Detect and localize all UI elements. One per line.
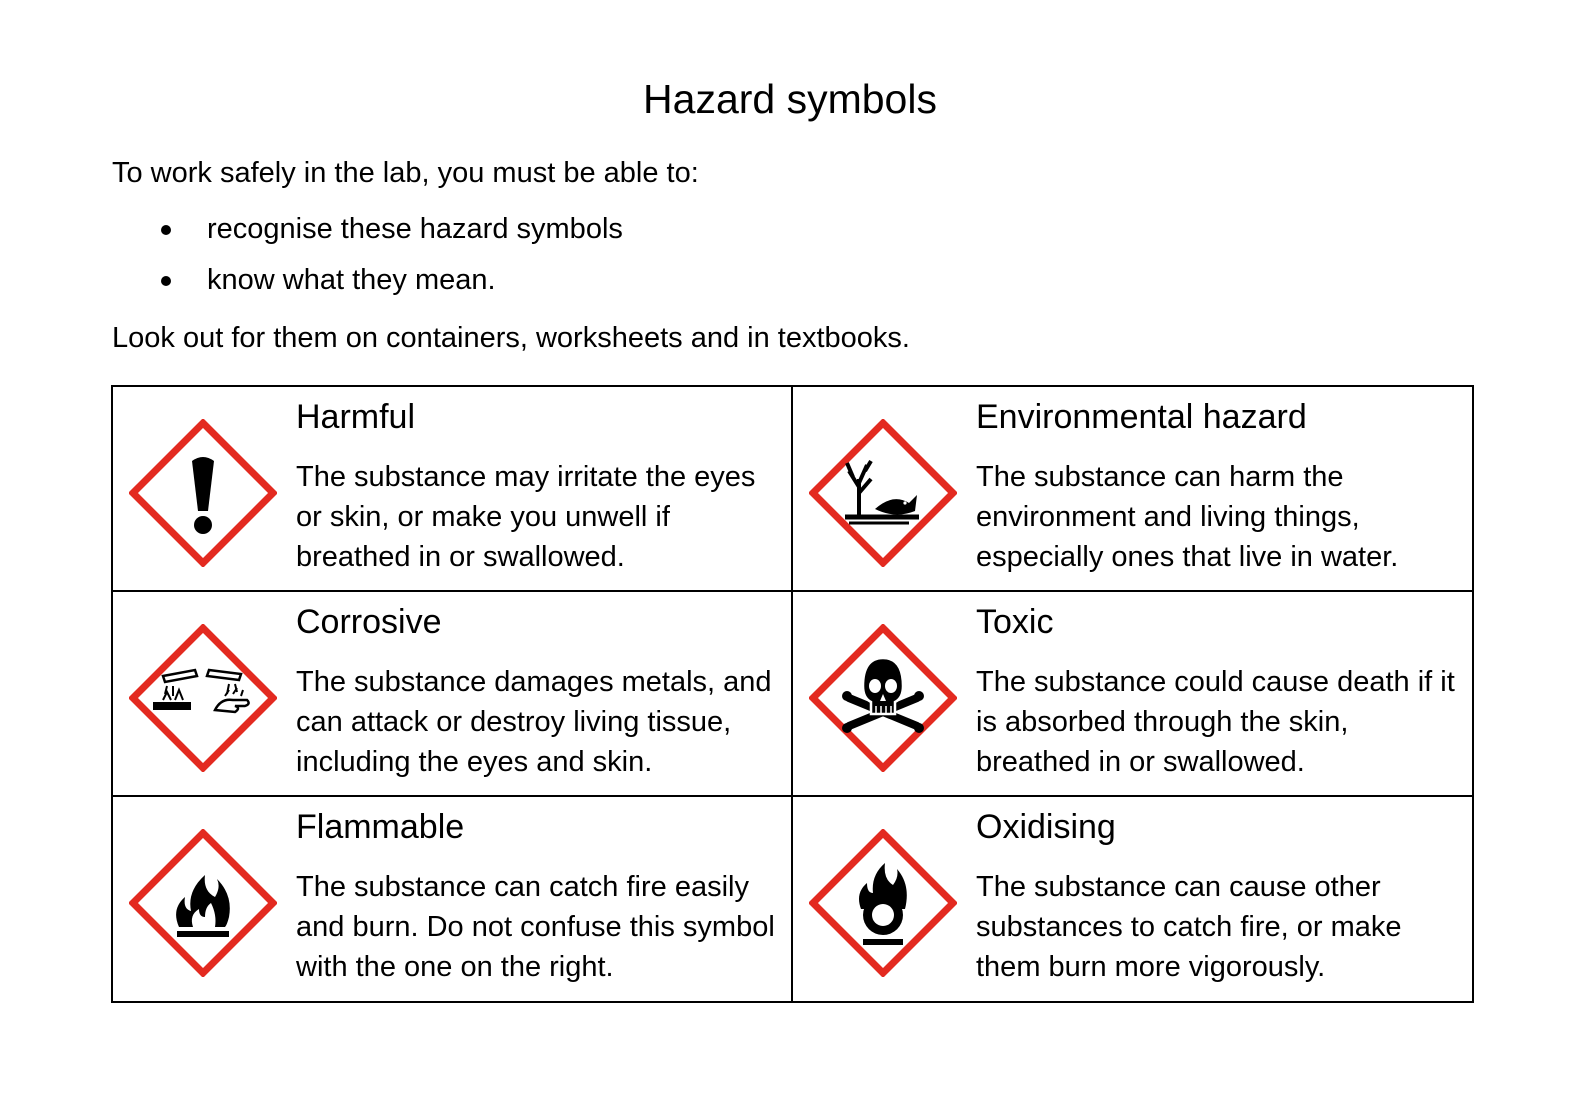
- hazard-cell-environmental: [793, 387, 1472, 592]
- hazard-cell-flammable: [113, 797, 793, 1001]
- flame-icon: [129, 829, 277, 977]
- hazard-description: The substance could cause death if it is absorbed through the skin, breathed in or swallowed.: [976, 666, 1455, 778]
- hazard-cell-harmful: [113, 387, 793, 592]
- hazard-description: The substance damages metals, and can attack or destroy living tissue, including the eyes and skin.: [296, 666, 772, 778]
- hazard-description: The substance can catch fire easily and burn. Do not confuse this symbol with the one on the right.: [296, 871, 775, 983]
- hazard-cell-oxidising: [793, 797, 1472, 1001]
- page-title: Hazard symbols: [643, 76, 937, 122]
- corrosion-icon: [129, 624, 277, 772]
- hazard-description: The substance may irritate the eyes or skin, or make you unwell if breathed in or swallowed.: [296, 461, 756, 573]
- skull-crossbones-icon: [809, 624, 957, 772]
- exclamation-mark-icon: [129, 419, 277, 567]
- hazard-title: Corrosive: [296, 603, 442, 641]
- hazard-title: Harmful: [296, 398, 416, 436]
- intro-text: To work safely in the lab, you must be able to:: [112, 157, 699, 189]
- bullet-item: [112, 261, 623, 312]
- bullet-dot-icon: [161, 225, 171, 235]
- hazard-title: Oxidising: [976, 808, 1116, 846]
- outro-text: Look out for them on containers, worksheets and in textbooks.: [112, 322, 910, 354]
- environment-tree-fish-icon: [809, 419, 957, 567]
- bullet-item: [112, 210, 623, 261]
- hazard-cell-corrosive: [113, 592, 793, 797]
- hazard-table: [111, 385, 1474, 1003]
- hazard-description: The substance can cause other substances to catch fire, or make them burn more vigorously.: [976, 871, 1402, 983]
- flame-over-circle-icon: [809, 829, 957, 977]
- hazard-title: Toxic: [976, 603, 1054, 641]
- hazard-description: The substance can harm the environment and living things, especially ones that live in water.: [976, 461, 1399, 573]
- bullet-list: [112, 210, 623, 312]
- hazard-title: Environmental hazard: [976, 398, 1307, 436]
- bullet-dot-icon: [161, 276, 171, 286]
- bullet-text: know what they mean.: [207, 264, 496, 296]
- hazard-title: Flammable: [296, 808, 465, 846]
- hazard-cell-toxic: [793, 592, 1472, 797]
- bullet-text: recognise these hazard symbols: [207, 213, 623, 245]
